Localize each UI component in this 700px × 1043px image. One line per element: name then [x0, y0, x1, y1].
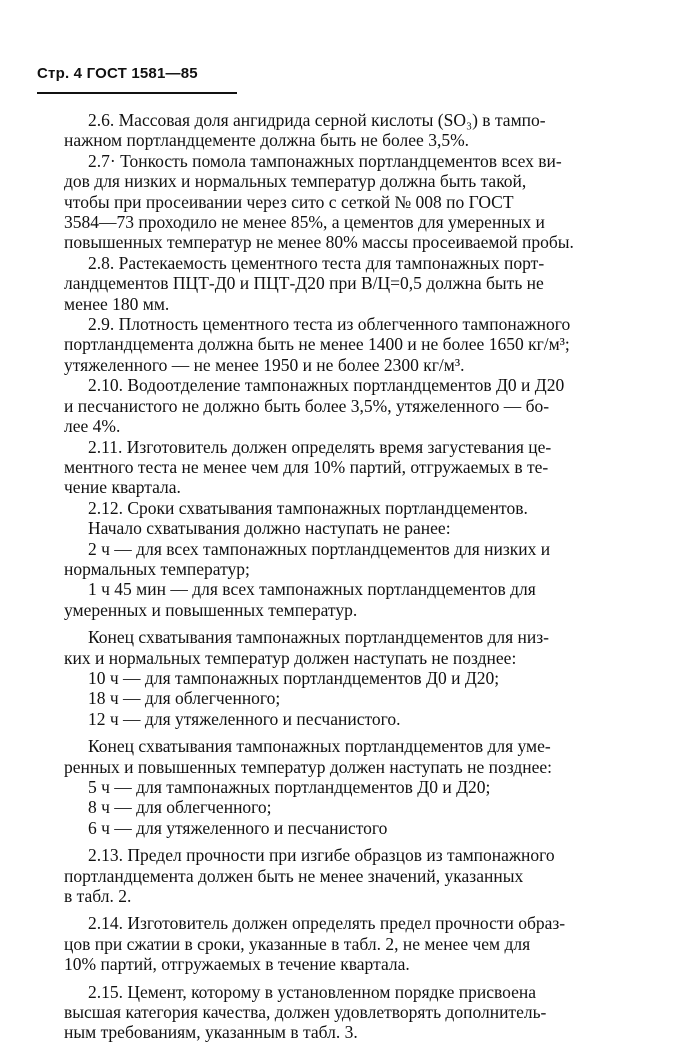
- line-2-7-b: дов для низких и нормальных температур должна быть такой,: [64, 171, 527, 192]
- line-2-15-c: ным требованиям, указанным в табл. 3.: [64, 1022, 358, 1043]
- line-2-9-a: 2.9. Плотность цементного теста из облегченного тампонажного: [88, 314, 571, 335]
- line-2-14-a: 2.14. Изготовитель должен определять предел прочности образ-: [88, 913, 566, 934]
- line-2-7-c: чтобы при просеивании через сито с сеткой № 008 по ГОСТ: [64, 191, 514, 212]
- spacer: [64, 975, 639, 982]
- spacer: [64, 838, 639, 845]
- line-end-low-c: 10 ч — для тампонажных портландцементов Д0 и Д20;: [88, 667, 500, 688]
- line-2-14-c: 10% партий, отгружаемых в течение квартала.: [64, 954, 410, 975]
- line-2-15-a: 2.15. Цемент, которому в установленном порядке присвоена: [88, 981, 537, 1002]
- line-2-7-e: повышенных температур не менее 80% массы просеиваемой пробы.: [64, 232, 574, 253]
- line-2-12-a: 2.12. Сроки схватывания тампонажных портландцементов.: [88, 497, 528, 518]
- line-2-7-d: 3584—73 проходило не менее 85%, а цементов для умеренных и: [64, 212, 545, 233]
- line-2-15-b: высшая категория качества, должен удовлетворять дополнитель-: [64, 1002, 547, 1023]
- line-end-mod-b: ренных и повышенных температур должен наступать не позднее:: [64, 756, 553, 777]
- line-end-low-b: ких и нормальных температур должен наступать не позднее:: [64, 647, 517, 668]
- line-2-7-a: 2.7· Тонкость помола тампонажных портландцементов всех ви-: [88, 150, 562, 171]
- spacer: [64, 729, 639, 736]
- line-2-10-c: лее 4%.: [64, 416, 121, 437]
- line-2-10-a: 2.10. Водоотделение тампонажных портландцементов Д0 и Д20: [88, 375, 565, 396]
- line-2-10-b: и песчанистого не должно быть более 3,5%, утяжеленного — бо-: [64, 395, 550, 416]
- line-end-low-e: 12 ч — для утяжеленного и песчанистого.: [88, 708, 401, 729]
- spacer: [64, 620, 639, 627]
- line-2-11-b: ментного теста не менее чем для 10% партий, отгружаемых в те-: [64, 456, 549, 477]
- line-2-12-c: 2 ч — для всех тампонажных портландцементов для низких и: [88, 538, 551, 559]
- spacer: [64, 906, 639, 913]
- line-end-mod-d: 8 ч — для облегченного;: [88, 797, 272, 818]
- line-2-6-a: 2.6. Массовая доля ангидрида серной кислоты (SO₃) в тампо-: [88, 110, 546, 130]
- line-end-mod-c: 5 ч — для тампонажных портландцементов Д0 и Д20;: [88, 777, 491, 797]
- line-2-11-a: 2.11. Изготовитель должен определять время загустевания це-: [88, 436, 552, 457]
- line-2-14-b: цов при сжатии в сроки, указанные в табл. 2, не менее чем для: [64, 933, 531, 954]
- line-2-12-f: умеренных и повышенных температур.: [64, 599, 358, 620]
- line-end-mod-a: Конец схватывания тампонажных портландцементов для уме-: [88, 736, 551, 757]
- document-body: [64, 110, 639, 1043]
- line-end-mod-e: 6 ч — для утяжеленного и песчанистого: [88, 817, 388, 838]
- line-2-6-b: нажном портландцементе должна быть не более 3,5%.: [64, 130, 470, 151]
- line-2-12-d: нормальных температур;: [64, 558, 250, 579]
- line-2-13-a: 2.13. Предел прочности при изгибе образцов из тампонажного: [88, 845, 555, 866]
- line-2-11-c: чение квартала.: [64, 477, 181, 498]
- header-rule: [37, 92, 237, 94]
- line-2-13-c: в табл. 2.: [64, 886, 132, 907]
- line-2-9-c: утяжеленного — не менее 1950 и не более 2300 кг/м³.: [64, 354, 465, 375]
- line-2-8-a: 2.8. Растекаемость цементного теста для тампонажных порт-: [88, 252, 545, 273]
- line-2-12-e: 1 ч 45 мин — для всех тампонажных портландцементов для: [88, 579, 536, 600]
- line-2-9-b: портландцемента должна быть не менее 1400 и не более 1650 кг/м³;: [64, 334, 570, 355]
- page-header: Стр. 4 ГОСТ 1581—85: [37, 65, 198, 82]
- line-end-low-a: Конец схватывания тампонажных портландцементов для низ-: [88, 627, 549, 648]
- line-2-13-b: портландцемента должен быть не менее значений, указанных: [64, 865, 524, 886]
- line-2-8-b: ландцементов ПЦТ-Д0 и ПЦТ-Д20 при В/Ц=0,5 должна быть не: [64, 273, 544, 294]
- line-2-12-b: Начало схватывания должно наступать не ранее:: [88, 518, 451, 539]
- line-2-8-c: менее 180 мм.: [64, 293, 170, 314]
- line-end-low-d: 18 ч — для облегченного;: [88, 688, 281, 709]
